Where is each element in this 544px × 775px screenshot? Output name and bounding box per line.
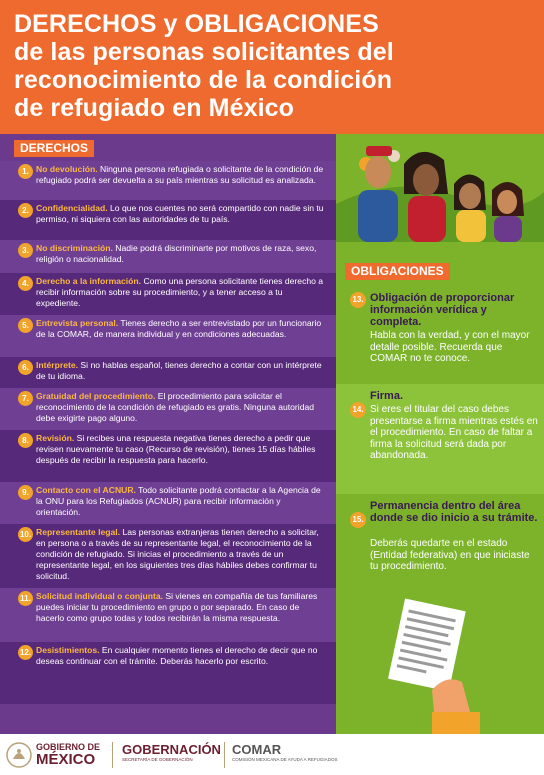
right-title: Gratuidad del procedimiento. [36,391,156,401]
number-badge: 7. [18,391,33,406]
footer [0,734,544,775]
right-text: Si no hablas español, tienes derecho a contar con un intérprete de tu idioma. [36,360,322,381]
rights-heading: DERECHOS [14,140,94,157]
right-item-8 [0,430,336,482]
gobernacion-subtext: SECRETARÍA DE GOBERNACIÓN [122,757,193,762]
right-title: Confidencialidad. [36,203,108,213]
number-badge: 2. [18,203,33,218]
right-text: En cualquier momento tienes el derecho de decir que no deseas continuar con el trámite. Deberás hacerlo por escrito. [36,645,318,666]
number-badge: 1. [18,164,33,179]
obligation-item-15 [336,494,544,594]
right-title: No devolución. [36,164,98,174]
comar-text: COMAR [232,742,282,757]
title-line-2: de las personas solicitantes del [14,38,394,66]
footer-divider [224,742,225,768]
footer-divider [112,742,113,768]
comar-subtext: COMISIÓN MEXICANA DE AYUDA A REFUGIADOS [232,757,338,762]
number-badge: 13. [350,292,366,308]
number-badge: 6. [18,360,33,375]
right-item-7 [0,388,336,430]
number-badge: 10. [18,527,33,542]
right-item-3 [0,240,336,273]
people-illustration-icon [336,134,544,242]
number-badge: 15. [350,512,366,528]
right-title: No discriminación. [36,243,113,253]
obligation-item-14 [336,384,544,494]
right-title: Entrevista personal. [36,318,119,328]
right-item-4 [0,273,336,315]
number-badge: 9. [18,485,33,500]
header-banner [0,0,544,134]
right-item-5 [0,315,336,357]
obligation-text: Habla con la verdad, y con el mayor detalle posible. Recuerda que COMAR no te conoce. [370,330,530,364]
right-text: Como una persona solicitante tienes derecho a recibir información sobre su procedimiento, y a tener acceso a tu expediente. [36,276,324,308]
right-title: Intérprete. [36,360,79,370]
right-title: Representante legal. [36,527,121,537]
coat-of-arms-icon [6,741,32,769]
right-text: Ninguna persona refugiada o solicitante de la condición de refugiado podrá ser devuelta a su país mientras su solicitud es analizada. [36,164,324,185]
obligation-title: Permanencia dentro del área donde se dio inicio a su trámite. [370,500,538,524]
right-item-6 [0,357,336,388]
right-text: Tienes derecho a ser entrevistado por un funcionario de la COMAR, de manera individual y en condiciones adecuadas. [36,318,322,339]
right-item-10 [0,524,336,588]
obligation-title: Obligación de proporcionar información verídica y completa. [370,292,515,328]
right-title: Solicitud individual o conjunta. [36,591,163,601]
obligation-title: Firma. [370,390,404,402]
logo-text-line1: GOBIERNO DE [36,742,101,752]
right-item-11 [0,588,336,642]
obligation-text: Si eres el titular del caso debes presentarse a firma mientras estés en el procedimiento. En caso de faltar a firma la solicitud será dada por abandonada. [370,404,538,461]
number-badge: 11. [18,591,33,606]
right-text: Todo solicitante podrá contactar a la Agencia de la ONU para los Refugiados (ACNUR) para recibir información y orientación. [36,485,321,517]
right-item-2 [0,200,336,240]
comar-logo [232,743,337,763]
gobernacion-text: GOBERNACIÓN [122,742,221,757]
number-badge: 4. [18,276,33,291]
obligations-heading: OBLIGACIONES [345,263,450,280]
document-icon [336,594,544,734]
title-line-4: de refugiado en México [14,94,295,122]
right-title: Contacto con el ACNUR. [36,485,136,495]
right-title: Derecho a la información. [36,276,142,286]
title-line-1: DERECHOS y OBLIGACIONES [14,10,379,38]
right-text: Si vienes en compañía de tus familiares puedes iniciar tu procedimiento en grupo o por separado. En caso de hacerlo como grupo todas y todos recibirán la misma respuesta. [36,591,318,623]
rights-list [0,161,336,704]
number-badge: 14. [350,402,366,418]
number-badge: 3. [18,243,33,258]
right-text: Lo que nos cuentes no será compartido con nadie sin tu permiso, ni siquiera con las autoridades de tu país. [36,203,324,224]
number-badge: 8. [18,433,33,448]
obligation-text: Deberás quedarte en el estado (Entidad federativa) en que iniciaste tu procedimiento. [370,538,530,572]
gobierno-de-mexico-logo [36,742,100,767]
page-title [14,10,534,122]
number-badge: 5. [18,318,33,333]
right-item-9 [0,482,336,524]
right-title: Desistimientos. [36,645,100,655]
right-title: Revisión. [36,433,75,443]
document-hand-illustration [336,594,544,734]
number-badge: 12. [18,645,33,660]
right-text: Si recibes una respuesta negativa tienes derecho a pedir que revisen nuevamente tu caso (Recurso de revisión), tienes 15 días hábiles después de recibir la respuesta para hacerlo. [36,433,316,465]
people-illustration [336,134,544,242]
gobernacion-logo [122,743,221,763]
right-text: Nadie podrá discriminarte por motivos de raza, sexo, religión o nacionalidad. [36,243,317,264]
title-line-3: reconocimiento de la condición [14,66,393,94]
logo-text-line2: MÉXICO [36,751,96,768]
right-text: Las personas extranjeras tienen derecho a solicitar, en persona o a través de su representante legal, el reconocimiento de la condición de refugiado. Si inicias el procedimiento a través de un representante legal, en los siguientes tres días hábiles debes confirmar tu solicitud. [36,527,319,581]
right-item-1 [0,161,336,200]
obligation-item-13 [336,284,544,384]
right-text: El procedimiento para solicitar el reconocimiento de la condición de refugiado es gratis. Ninguna autoridad debe exigirte pago alguno. [36,391,315,423]
right-item-12 [0,642,336,704]
